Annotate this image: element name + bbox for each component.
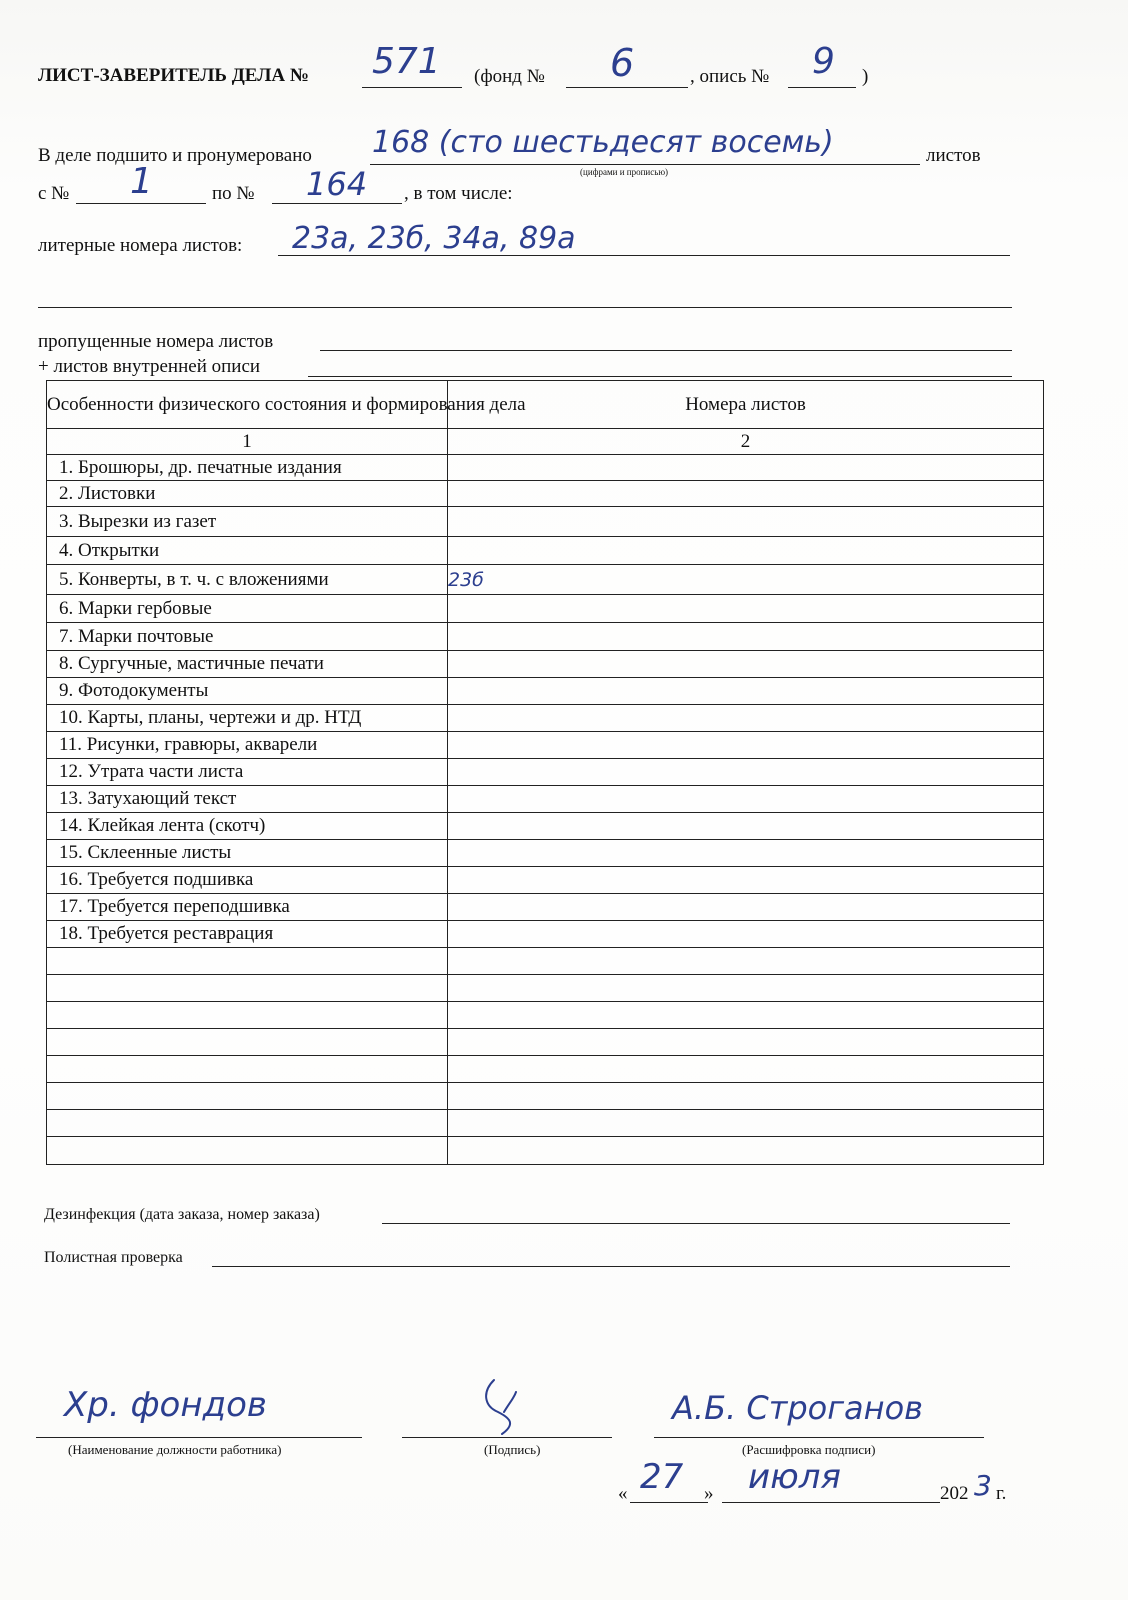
row-sheet-numbers xyxy=(448,894,1044,921)
table-row xyxy=(47,507,1044,537)
to-label: по № xyxy=(212,183,255,204)
date-year-last: 3 xyxy=(974,1469,992,1502)
row-label-cell xyxy=(47,537,448,565)
to-line xyxy=(272,203,402,204)
col1-number: 1 xyxy=(47,429,448,455)
table-row xyxy=(47,595,1044,623)
to-value: 164 xyxy=(306,165,368,203)
table-row xyxy=(47,481,1044,507)
table-row xyxy=(47,759,1044,786)
row-sheet-numbers xyxy=(448,481,1044,507)
row-sheet-numbers xyxy=(448,840,1044,867)
row-label-cell xyxy=(47,867,448,894)
blank-table-row xyxy=(47,1110,1044,1137)
row-sheet-numbers xyxy=(448,705,1044,732)
row-label: 3. Вырезки из газет xyxy=(59,510,217,532)
row-label-cell xyxy=(47,595,448,623)
from-value: 1 xyxy=(130,161,153,202)
disinfection-line xyxy=(382,1223,1010,1224)
row-label: 9. Фотодокументы xyxy=(59,680,209,701)
from-label: с № xyxy=(38,183,70,204)
row-sheet-numbers xyxy=(448,455,1044,481)
row-label-cell xyxy=(47,759,448,786)
date-year-prefix: 202 xyxy=(940,1483,969,1504)
blank-cell xyxy=(47,1137,448,1165)
case-no-line xyxy=(362,87,462,88)
row-label-cell xyxy=(47,894,448,921)
blank-cell xyxy=(47,975,448,1002)
row-label: 11. Рисунки, гравюры, акварели xyxy=(59,734,318,755)
row-label: 2. Листовки xyxy=(59,482,156,504)
opis-label: , опись № xyxy=(690,66,770,87)
from-line xyxy=(76,203,206,204)
row-label-cell xyxy=(47,565,448,595)
row-label: 14. Клейкая лента (скотч) xyxy=(59,815,266,836)
row-label: 15. Склеенные листы xyxy=(59,842,232,863)
signature-line xyxy=(402,1437,612,1438)
row-label: 1. Брошюры, др. печатные издания xyxy=(59,456,342,478)
sheets-prefix: В деле подшито и пронумеровано xyxy=(38,145,312,166)
row-label: 10. Карты, планы, чертежи и др. НТД xyxy=(59,707,362,728)
table-row xyxy=(47,537,1044,565)
table-row xyxy=(47,732,1044,759)
row-label-cell xyxy=(47,921,448,948)
col1-header: Особенности физического состояния и формирования дела xyxy=(47,381,448,429)
row-label: 5. Конверты, в т. ч. с вложениями xyxy=(59,568,329,590)
row-sheet-numbers xyxy=(448,537,1044,565)
table-header-row xyxy=(47,381,1044,429)
row-label: 17. Требуется переподшивка xyxy=(59,896,290,917)
row-sheet-numbers xyxy=(448,507,1044,537)
letter-numbers-value: 23а, 23б, 34а, 89а xyxy=(292,221,576,256)
blank-cell xyxy=(47,1110,448,1137)
blank-cell xyxy=(448,1083,1044,1110)
row-label: 7. Марки почтовые xyxy=(59,625,214,647)
table-row xyxy=(47,840,1044,867)
date-day: 27 xyxy=(640,1457,684,1497)
blank-table-row xyxy=(47,948,1044,975)
table-row xyxy=(47,921,1044,948)
blank-cell xyxy=(47,1002,448,1029)
blank-cell xyxy=(448,1110,1044,1137)
row-label-cell xyxy=(47,813,448,840)
check-label: Полистная проверка xyxy=(44,1249,183,1266)
fond-no-line xyxy=(566,87,688,88)
sheets-count-value: 168 (сто шестьдесят восемь) xyxy=(372,125,834,160)
row-label: 6. Марки гербовые xyxy=(59,597,212,619)
blank-table-row xyxy=(47,1002,1044,1029)
including-label: , в том числе: xyxy=(404,183,513,204)
row-sheet-numbers xyxy=(448,867,1044,894)
row-sheet-numbers xyxy=(448,921,1044,948)
blank-table-row xyxy=(47,1056,1044,1083)
blank-cell xyxy=(47,1083,448,1110)
row-label: 8. Сургучные, мастичные печати xyxy=(59,653,324,674)
fond-label: (фонд № xyxy=(474,66,545,87)
blank-cell xyxy=(448,975,1044,1002)
case-title-label: ЛИСТ-ЗАВЕРИТЕЛЬ ДЕЛА № xyxy=(38,65,309,86)
row-label-cell xyxy=(47,678,448,705)
table-row xyxy=(47,455,1044,481)
blank-cell xyxy=(448,1056,1044,1083)
row-label: 13. Затухающий текст xyxy=(59,788,237,809)
blank-cell xyxy=(47,1029,448,1056)
col2-header: Номера листов xyxy=(448,381,1044,429)
sheets-suffix: листов xyxy=(926,145,981,166)
row-sheet-numbers xyxy=(448,678,1044,705)
date-quote-close: » xyxy=(704,1483,714,1504)
opis-no-value: 9 xyxy=(812,41,835,82)
row-label-cell xyxy=(47,705,448,732)
signature-caption: (Подпись) xyxy=(484,1442,541,1457)
position-caption: (Наименование должности работника) xyxy=(68,1442,282,1457)
row-sheet-numbers xyxy=(448,651,1044,678)
row-sheet-numbers xyxy=(448,813,1044,840)
fond-no-value: 6 xyxy=(610,41,635,85)
check-line xyxy=(212,1266,1010,1267)
blank-table-row xyxy=(47,1029,1044,1056)
missing-numbers-label: пропущенные номера листов xyxy=(38,331,274,352)
blank-table-row xyxy=(47,1137,1044,1165)
disinfection-label: Дезинфекция (дата заказа, номер заказа) xyxy=(44,1206,320,1223)
date-month: июля xyxy=(748,1457,841,1497)
col2-number: 2 xyxy=(448,429,1044,455)
row-label-cell xyxy=(47,507,448,537)
signature-stroke xyxy=(486,1380,516,1434)
extra-blank-line xyxy=(38,307,1012,308)
blank-table-row xyxy=(47,975,1044,1002)
table-row xyxy=(47,565,1044,595)
missing-numbers-line xyxy=(320,350,1012,351)
row-label-cell xyxy=(47,455,448,481)
opis-no-line xyxy=(788,87,856,88)
inner-inventory-label: + листов внутренней описи xyxy=(38,356,261,377)
row-label-cell xyxy=(47,623,448,651)
decoding-caption: (Расшифровка подписи) xyxy=(742,1442,876,1457)
blank-cell xyxy=(448,1002,1044,1029)
row-sheet-numbers xyxy=(448,786,1044,813)
inner-inventory-line xyxy=(308,376,1012,377)
opis-close-paren: ) xyxy=(862,66,869,87)
table-row xyxy=(47,705,1044,732)
table-row xyxy=(47,894,1044,921)
signature-mark xyxy=(480,1372,540,1442)
row-label: 12. Утрата части листа xyxy=(59,761,244,782)
row-label-cell xyxy=(47,651,448,678)
case-no-value: 571 xyxy=(372,41,441,82)
row-label: 4. Открытки xyxy=(59,539,160,561)
row-sheet-numbers: 23б xyxy=(448,565,1044,595)
table-body xyxy=(47,455,1044,1165)
row-label: 16. Требуется подшивка xyxy=(59,869,254,890)
row-label: 18. Требуется реставрация xyxy=(59,923,274,944)
table-row xyxy=(47,623,1044,651)
table-row xyxy=(47,813,1044,840)
blank-table-row xyxy=(47,1083,1044,1110)
row-label-cell xyxy=(47,481,448,507)
date-year-suffix: г. xyxy=(996,1483,1007,1504)
row-label-cell xyxy=(47,786,448,813)
sheets-count-hint: (цифрами и прописью) xyxy=(580,167,669,177)
blank-cell xyxy=(47,1056,448,1083)
row-sheet-numbers xyxy=(448,595,1044,623)
decoding-line xyxy=(654,1437,984,1438)
row-sheet-numbers xyxy=(448,623,1044,651)
blank-cell xyxy=(47,948,448,975)
table-colnum-row xyxy=(47,429,1044,455)
month-line xyxy=(722,1502,940,1503)
letter-numbers-label: литерные номера листов: xyxy=(38,235,243,256)
blank-cell xyxy=(448,1137,1044,1165)
blank-cell xyxy=(448,1029,1044,1056)
position-value: Хр. фондов xyxy=(64,1385,267,1425)
sheets-count-line xyxy=(370,164,920,165)
blank-cell xyxy=(448,948,1044,975)
row-sheet-numbers xyxy=(448,732,1044,759)
date-quote-open: « xyxy=(618,1483,628,1504)
table-row xyxy=(47,786,1044,813)
table-row xyxy=(47,867,1044,894)
row-label-cell xyxy=(47,840,448,867)
physical-state-table xyxy=(46,380,1044,1165)
row-label-cell xyxy=(47,732,448,759)
table-row xyxy=(47,651,1044,678)
position-line xyxy=(36,1437,362,1438)
row-sheet-numbers xyxy=(448,759,1044,786)
day-line xyxy=(630,1502,708,1503)
table-row xyxy=(47,678,1044,705)
decoding-value: А.Б. Строганов xyxy=(672,1389,924,1427)
